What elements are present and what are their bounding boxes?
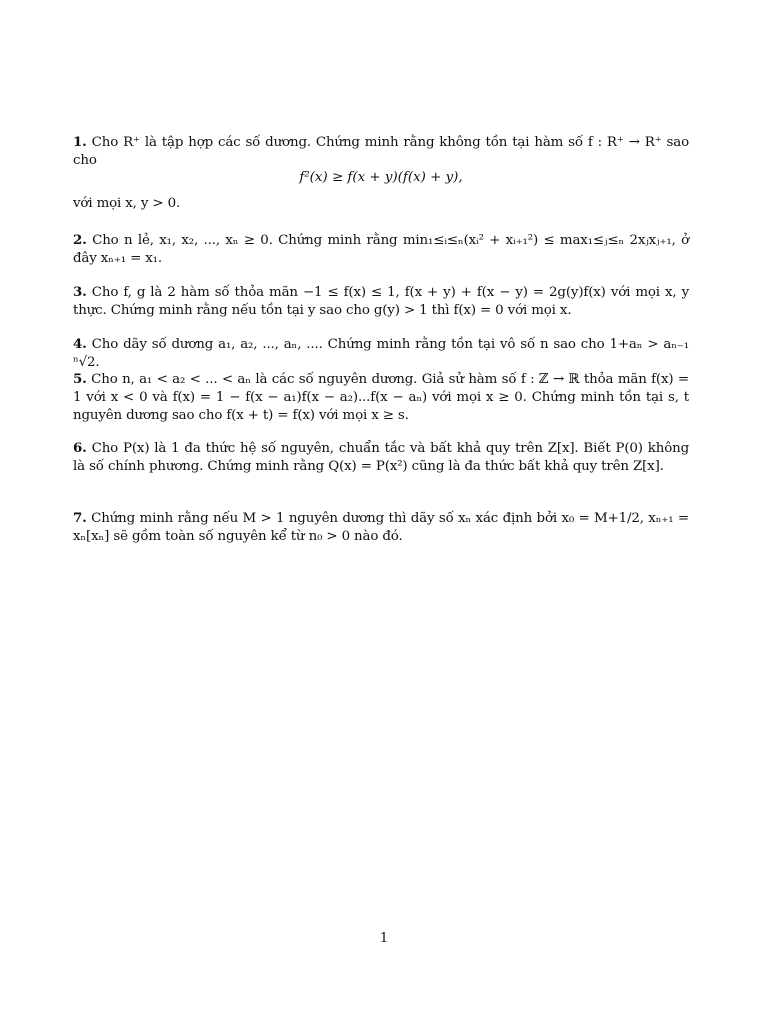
problem-7 bbox=[73, 509, 689, 546]
problem-number: 5. bbox=[73, 371, 87, 387]
problem-5 bbox=[73, 370, 689, 426]
problem-1-equation: f²(x) ≥ f(x + y)(f(x) + y), bbox=[299, 170, 463, 185]
problem-number: 2. bbox=[73, 232, 87, 248]
problem-3 bbox=[73, 283, 689, 320]
problem-number: 3. bbox=[73, 284, 87, 300]
problem-6 bbox=[73, 439, 689, 476]
problem-text: Cho dãy số dương a₁, a₂, ..., aₙ, .... Chứng minh rằng tồn tại vô số n sao cho 1+aₙ > aₙ₋₁ ⁿ√2. bbox=[73, 337, 690, 371]
problem-number: 1. bbox=[73, 134, 87, 150]
problem-2 bbox=[73, 231, 689, 268]
problem-1 bbox=[73, 133, 689, 170]
problem-text: Chứng minh rằng nếu M > 1 nguyên dương thì dãy số xₙ xác định bởi x₀ = M+1/2, xₙ₊₁ = xₙ[xₙ] sẽ gồm toàn số nguyên kể từ n₀ > 0 nào đó. bbox=[73, 511, 690, 545]
problem-text: Cho n lẻ, x₁, x₂, ..., xₙ ≥ 0. Chứng minh rằng min₁≤ᵢ≤ₙ(xᵢ² + xᵢ₊₁²) ≤ max₁≤ⱼ≤ₙ 2xⱼxⱼ₊₁, ở đây xₙ₊₁ = x₁. bbox=[73, 233, 689, 267]
problem-1-continuation: với mọi x, y > 0. bbox=[73, 196, 181, 211]
problem-number: 6. bbox=[73, 440, 87, 456]
page-number: 1 bbox=[379, 931, 389, 946]
problem-number: 4. bbox=[73, 336, 87, 352]
problem-4 bbox=[73, 335, 689, 372]
problem-text: Cho f, g là 2 hàm số thỏa mãn −1 ≤ f(x) ≤ 1, f(x + y) + f(x − y) = 2g(y)f(x) với mọi x, y thực. Chứng minh rằng nếu tồn tại y sao cho g(y) > 1 thì f(x) = 0 với mọi x. bbox=[73, 285, 690, 319]
problem-text: Cho R⁺ là tập hợp các số dương. Chứng minh rằng không tồn tại hàm số f : R⁺ → R⁺ sao cho bbox=[73, 135, 690, 169]
problem-text: Cho P(x) là 1 đa thức hệ số nguyên, chuẩn tắc và bất khả quy trên Z[x]. Biết P(0) không là số chính phương. Chứng minh rằng Q(x) = P(x²) cũng là đa thức bất khả quy trên Z[x]. bbox=[73, 441, 689, 475]
problem-text: Cho n, a₁ < a₂ < ... < aₙ là các số nguyên dương. Giả sử hàm số f : ℤ → ℝ thỏa mãn f(x) = 1 với x < 0 và f(x) = 1 − f(x − a₁)f(x − a₂)...f(x − aₙ) với mọi x ≥ 0. Chứng minh tồn tại s, t nguyên dương sao cho f(x + t) = f(x) với mọi x ≥ s. bbox=[73, 372, 689, 424]
problem-number: 7. bbox=[73, 510, 87, 526]
